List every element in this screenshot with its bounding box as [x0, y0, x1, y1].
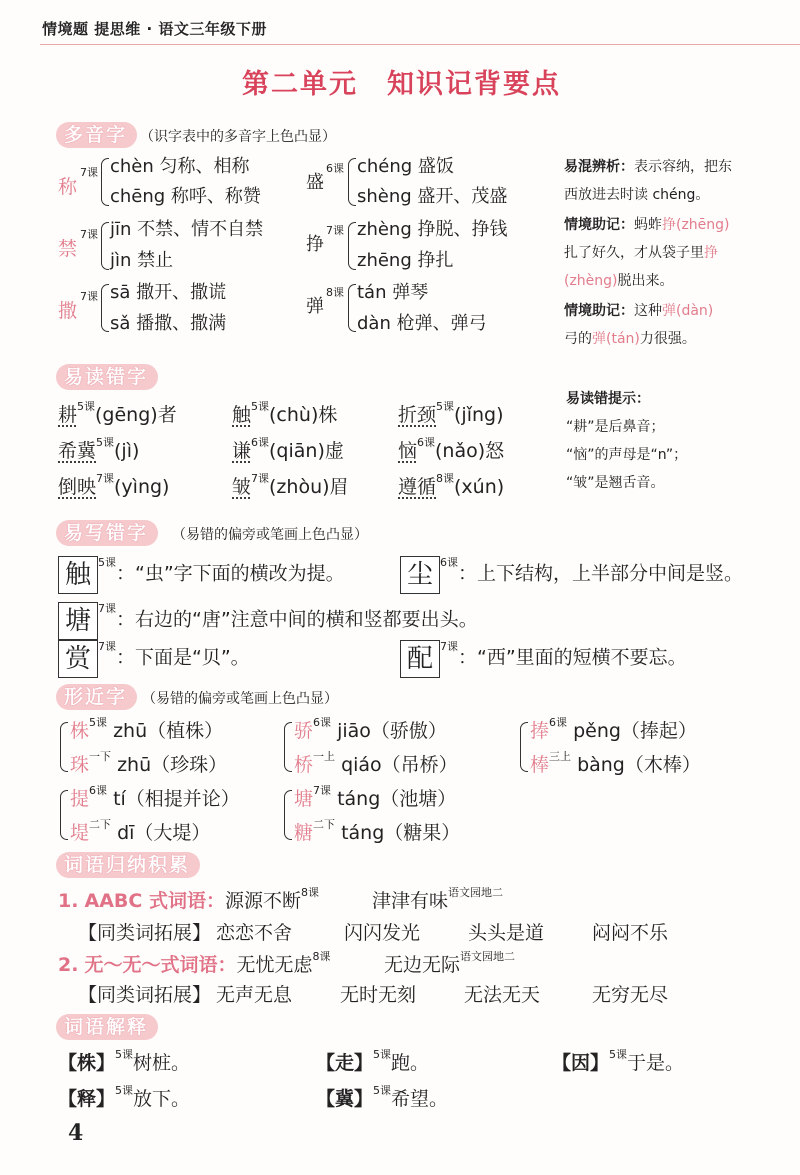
vocab-row-1: 1. AABC 式词语：源源不断$^{8课}$ — [58, 886, 319, 912]
definition-item: 【释】$^{5课}$放下。 — [58, 1084, 191, 1110]
miswritten-item: 赏 $^{7课}$：下面是“贝”。 — [58, 640, 250, 678]
reading-line: zhèng 挣脱、挣钱 — [357, 219, 508, 240]
reading-line: sā 撒开、撒谎 — [110, 282, 227, 303]
vocab-row-1-word: 津津有味$^{语文园地二}$ — [372, 886, 504, 912]
reading-line: dàn 枪弹、弹弓 — [357, 313, 487, 334]
vocab-ext-word: 恋恋不舍 — [216, 922, 293, 944]
similar-char-line: 塘$^{7课}$ táng（池塘） — [294, 784, 457, 810]
side-note-2: 情境助记：蚂蚱挣(zhēng) — [564, 217, 730, 233]
misread-word: 耕$^{5课}$(gēng)者 — [58, 400, 177, 426]
miswritten-item: 尘 $^{6课}$：上下结构，上半部分中间是竖。 — [400, 556, 743, 594]
vocab-ext-word: 闪闪发光 — [344, 922, 421, 944]
polyphonic-char: 弹 — [306, 296, 324, 317]
definition-item: 【因】$^{5课}$于是。 — [552, 1048, 685, 1074]
reading-line: chéng 盛饭 — [357, 156, 454, 177]
vocab-ext-word: 无法无天 — [464, 984, 541, 1006]
similar-char-line: 提$^{6课}$ tí（相提并论） — [70, 784, 240, 810]
similar-char-line: 棒$^{三上}$ bàng（木棒） — [530, 750, 701, 776]
similar-char-line: 株$^{5课}$ zhū（植株） — [70, 716, 224, 742]
vocab-ext-word: 无时无刻 — [340, 984, 417, 1006]
brace — [348, 222, 356, 270]
page-title: 第二单元 知识记背要点 — [242, 69, 561, 100]
miswritten-item: 触 $^{5课}$：“虫”字下面的横改为提。 — [58, 556, 345, 594]
misread-tip: “耕”是后鼻音； — [566, 419, 665, 435]
similar-char-line: 桥$^{一上}$ qiáo（吊桥） — [294, 750, 458, 776]
reading-line: zhēng 挣扎 — [357, 250, 454, 271]
polyphonic-char: 盛 — [306, 172, 324, 193]
vocab-ext-label: 【同类词拓展】 — [78, 984, 212, 1006]
similar-char-line: 堤$^{二下}$ dī（大堤） — [70, 818, 211, 844]
similar-char-line: 珠$^{一下}$ zhū（珍珠） — [70, 750, 228, 776]
side-note-3b: 弓的弹(tán)力很强。 — [564, 331, 696, 347]
similar-char-line: 骄$^{6课}$ jiāo（骄傲） — [294, 716, 447, 742]
definition-item: 【株】$^{5课}$树桩。 — [58, 1048, 191, 1074]
reading-line: tán 弹琴 — [357, 282, 429, 303]
misread-tip: “恼”的声母是“n”； — [566, 447, 688, 463]
lesson-tag: 8课 — [326, 286, 344, 299]
lesson-tag: 7课 — [326, 224, 344, 237]
section-label-definitions: 词语解释 — [56, 1014, 158, 1040]
reading-line: shèng 盛开、茂盛 — [357, 186, 508, 207]
misread-word: 倒映$^{7课}$(yìng) — [58, 472, 170, 498]
lesson-tag: 7课 — [80, 290, 98, 303]
brace — [101, 222, 109, 270]
polyphonic-char: 挣 — [306, 234, 324, 255]
vocab-ext-word: 无声无息 — [216, 984, 293, 1006]
reading-line: chèn 匀称、相称 — [110, 156, 250, 177]
misread-word: 皱$^{7课}$(zhòu)眉 — [232, 472, 349, 498]
vocab-row-2-word: 无边无际$^{语文园地二}$ — [384, 950, 516, 976]
vocab-ext-word: 无穷无尽 — [592, 984, 669, 1006]
reading-line: chēng 称呼、称赞 — [110, 186, 261, 207]
misread-word: 触$^{5课}$(chù)株 — [232, 400, 338, 426]
section-label-vocab: 词语归纳积累 — [56, 852, 200, 878]
miswritten-item: 塘 $^{7课}$：右边的“唐”注意中间的横和竖都要出头。 — [58, 602, 478, 640]
vocab-ext-label: 【同类词拓展】 — [78, 922, 212, 944]
brace — [284, 722, 292, 772]
definition-item: 【冀】$^{5课}$希望。 — [316, 1084, 449, 1110]
lesson-tag: 7课 — [80, 166, 98, 179]
lesson-tag: 7课 — [80, 228, 98, 241]
side-note-1: 易混辨析：表示容纳，把东 — [564, 159, 732, 175]
brace — [101, 158, 109, 206]
side-note-1b: 西放进去时读 chéng。 — [564, 187, 710, 203]
section-label-miswritten: 易写错字 — [56, 520, 158, 546]
misread-word: 希冀$^{5课}$(jì) — [58, 436, 140, 462]
section-label-polyphonic: 多音字 — [56, 122, 137, 148]
vocab-row-2: 2. 无～无～式词语：无忧无虑$^{8课}$ — [58, 950, 331, 976]
vocab-ext-word: 闷闷不乐 — [592, 922, 669, 944]
side-note-2b: 扎了好久，才从袋子里挣 — [564, 245, 718, 261]
brace — [348, 284, 356, 332]
brace — [348, 158, 356, 206]
polyphonic-char: 禁 — [58, 238, 78, 260]
misread-word: 折颈$^{5课}$(jǐng) — [398, 400, 504, 426]
definition-item: 【走】$^{5课}$跑。 — [316, 1048, 430, 1074]
miswritten-item: 配 $^{7课}$：“西”里面的短横不要忘。 — [400, 640, 687, 678]
section-label-misread: 易读错字 — [56, 364, 158, 390]
lesson-tag: 6课 — [326, 162, 344, 175]
brace — [101, 284, 109, 332]
section-note-similar: （易错的偏旁或笔画上色凸显） — [142, 691, 338, 707]
misread-tip-title: 易读错提示： — [566, 391, 650, 407]
side-note-3: 情境助记：这种弹(dàn) — [564, 303, 714, 319]
polyphonic-char: 撒 — [58, 300, 78, 322]
header-divider — [40, 44, 800, 45]
similar-char-line: 糖$^{二下}$ táng（糖果） — [294, 818, 461, 844]
misread-word: 恼$^{6课}$(nǎo)怒 — [398, 436, 505, 462]
misread-word: 遵循$^{8课}$(xún) — [398, 472, 505, 498]
section-label-similar: 形近字 — [56, 684, 137, 710]
side-note-2c: (zhèng)脱出来。 — [564, 273, 674, 289]
brace — [60, 722, 68, 772]
reading-line: jīn 不禁、情不自禁 — [110, 219, 264, 240]
reading-line: jìn 禁止 — [110, 250, 174, 271]
vocab-ext-word: 头头是道 — [468, 922, 545, 944]
page-number: 4 — [68, 1120, 84, 1146]
reading-line: sǎ 播撒、撒满 — [110, 313, 227, 334]
polyphonic-char: 称 — [58, 176, 78, 198]
section-note-polyphonic: （识字表中的多音字上色凸显） — [140, 129, 336, 145]
section-note-miswritten: （易错的偏旁或笔画上色凸显） — [172, 527, 368, 543]
similar-char-line: 捧$^{6课}$ pěng（捧起） — [530, 716, 697, 742]
brace — [520, 722, 528, 772]
brace — [284, 790, 292, 840]
misread-tip: “皱”是翘舌音。 — [566, 475, 665, 491]
brace — [60, 790, 68, 840]
misread-word: 谦$^{6课}$(qiān)虚 — [232, 436, 344, 462]
page-header: 情境题 提思维 · 语文三年级下册 — [42, 20, 267, 38]
